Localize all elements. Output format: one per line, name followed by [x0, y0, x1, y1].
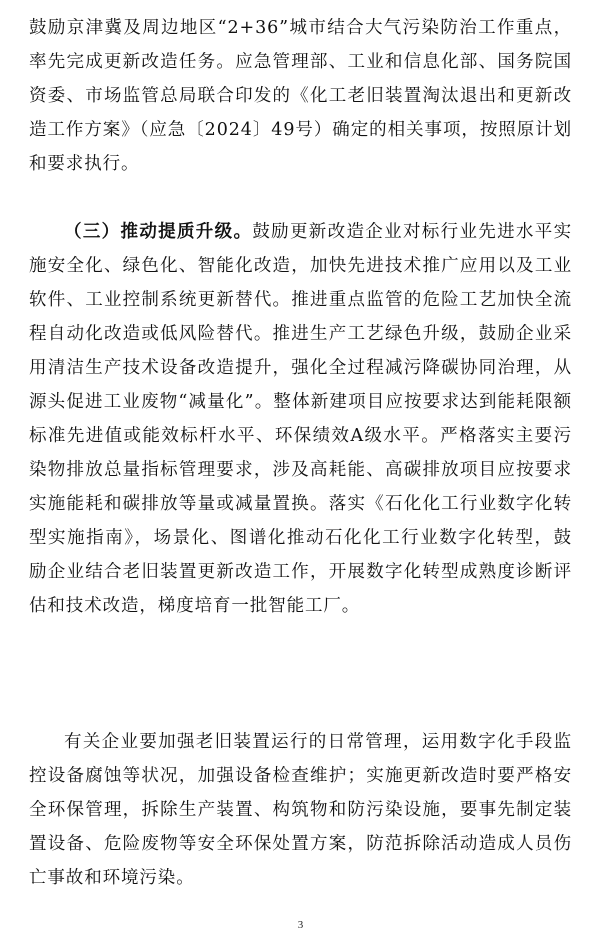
paragraph-body: 鼓励更新改造企业对标行业先进水平实施安全化、绿色化、智能化改造，加快先进技术推广应用以及工业软件、工业控制系统更新替代。推进重点监管的危险工艺加快全流程自动化改造或低风险替代。推进生产工艺绿色升级，鼓励企业采用清洁生产技术设备改造提升，强化全过程减污降碳协同治理，从源头促进工业废物“减量化”。整体新建项目应按要求达到能耗限额标准先进值或能效标杆水平、环保绩效A级水平。严格落实主要污染物排放总量指标管理要求，涉及高耗能、高碳排放项目应按要求实施能耗和碳排放等量或减量置换。落实《石化化工行业数字化转型实施指南》，场景化、图谱化推动石化化工行业数字化转型，鼓励企业结合老旧装置更新改造工作，开展数字化转型成熟度诊断评估和技术改造，梯度培育一批智能工厂。 [29, 222, 572, 616]
paragraph-daily-management: 有关企业要加强老旧装置运行的日常管理，运用数字化手段监控设备腐蚀等状况，加强设备检查维护；实施更新改造时要严格安全环保管理，拆除生产装置、构筑物和防污染设施，要事先制定装置设备、危险废物等安全环保处置方案，防范拆除活动造成人员伤亡事故和环境污染。 [29, 732, 572, 888]
document-page [29, 0, 572, 940]
paragraph-promote-upgrade [29, 215, 572, 623]
paragraph-continuation: 鼓励京津冀及周边地区“2+36”城市结合大气污染防治工作重点，率先完成更新改造任务。应急管理部、工业和信息化部、国务院国资委、市场监管总局联合印发的《化工老旧装置淘汰退出和更新改造工作方案》（应急〔2024〕49号）确定的相关事项，按照原计划和要求执行。 [29, 18, 572, 174]
section-heading: （三）推动提质升级。 [64, 222, 253, 242]
page-number: 3 [297, 919, 304, 931]
